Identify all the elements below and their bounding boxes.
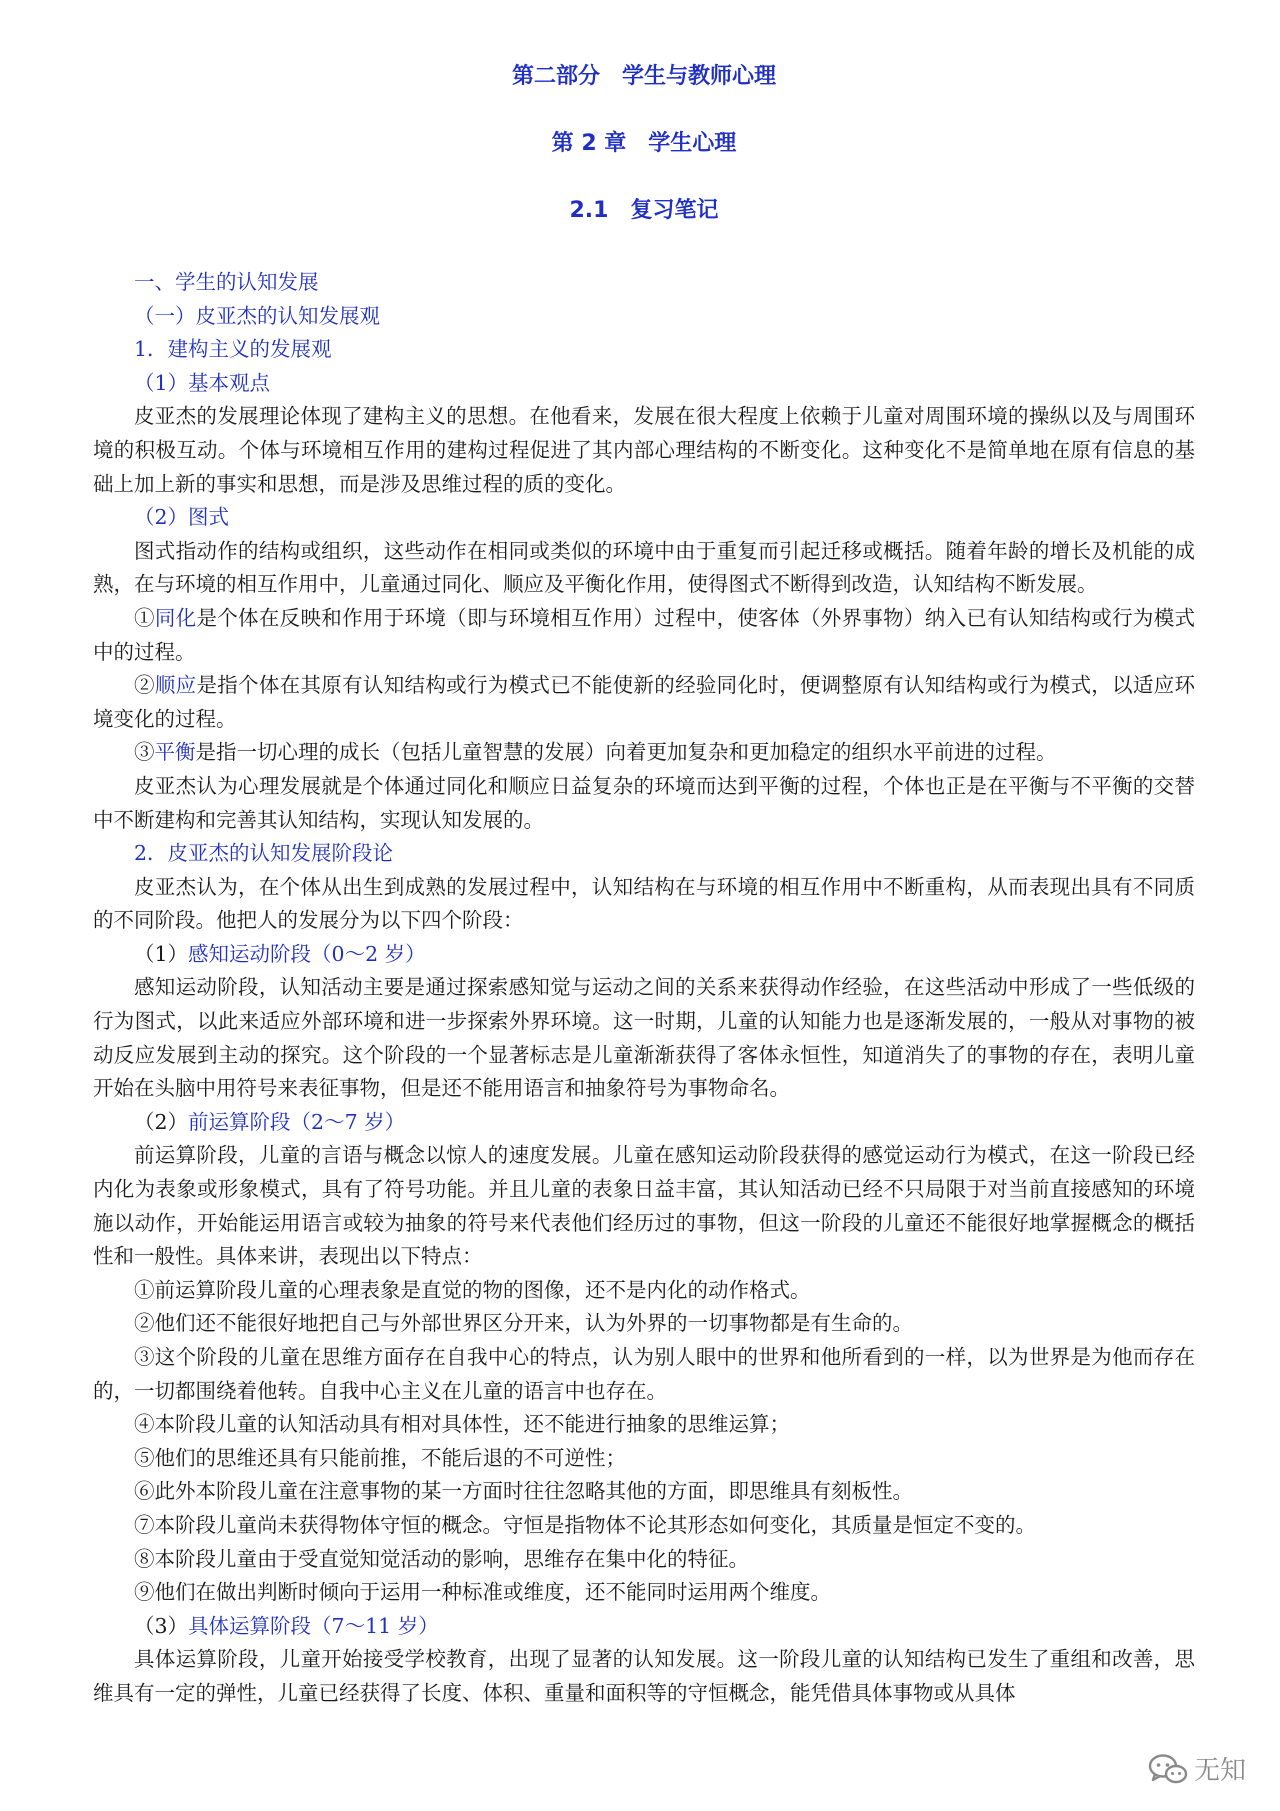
stage-title: 具体运算阶段（7～11 岁） — [188, 1613, 439, 1638]
heading-constructivism: 1．建构主义的发展观 — [134, 337, 332, 362]
paragraph-sensorimotor: 感知运动阶段，认知活动主要是通过探索感知觉与运动之间的关系来获得动作经验，在这些活动中形成了一些低级的行为图式，以此来适应外部环境和进一步探索外界环境。这一时期，儿童的认知能力也是逐渐发展的，一般从对事物的被动反应发展到主动的探究。这个阶段的一个显著标志是儿童渐渐获得了客体永恒性，知道消失了的事物的存在，表明儿童开始在头脑中用符号来表征事物，但是还不能用语言和抽象符号为事物命名。 — [93, 975, 1195, 1101]
list-item: ⑧本阶段儿童由于受直觉知觉活动的影响，思维存在集中化的特征。 — [134, 1546, 749, 1571]
paragraph-preoperational: 前运算阶段，儿童的言语与概念以惊人的速度发展。儿童在感知运动阶段获得的感觉运动行为模式，在这一阶段已经内化为表象或形象模式，具有了符号功能。并且儿童的表象日益丰富，其认知活动已经不只局限于对当前直接感知的环境施以动作，开始能运用语言或较为抽象的符号来代表他们经历过的事物，但这一阶段的儿童还不能很好地掌握概念的概括性和一般性。具体来讲，表现出以下特点： — [93, 1143, 1195, 1269]
list-item: ②他们还不能很好地把自己与外部世界区分开来，认为外界的一切事物都是有生命的。 — [134, 1311, 913, 1336]
marker: ③ — [134, 740, 155, 765]
definition: 是指一切心理的成长（包括儿童智慧的发展）向着更加复杂和更加稳定的组织水平前进的过程。 — [195, 740, 1057, 765]
chapter-title: 第 2 章 学生心理 — [551, 131, 737, 156]
term-equilibrium: 平衡 — [154, 740, 196, 765]
heading-sensorimotor — [93, 938, 1195, 972]
heading-preoperational — [93, 1106, 1195, 1140]
definition: 是指个体在其原有认知结构或行为模式已不能使新的经验同化时，便调整原有认知结构或行为模式，以适应环境变化的过程。 — [93, 673, 1196, 731]
part-title: 第二部分 学生与教师心理 — [511, 64, 776, 89]
paragraph-equilibrium — [93, 736, 1195, 770]
document-body — [93, 266, 1195, 1711]
paragraph-assimilation — [93, 602, 1195, 669]
heading-schema: （2）图式 — [134, 505, 230, 530]
list-item: ⑨他们在做出判断时倾向于运用一种标准或维度，还不能同时运用两个维度。 — [134, 1580, 831, 1605]
item-prefix: （1） — [134, 941, 189, 966]
stage-title: 前运算阶段（2～7 岁） — [188, 1109, 406, 1134]
item-prefix: （2） — [134, 1109, 189, 1134]
list-item: ①前运算阶段儿童的心理表象是直觉的物的图像，还不是内化的动作格式。 — [134, 1277, 811, 1302]
definition: 是个体在反映和作用于环境（即与环境相互作用）过程中，使客体（外界事物）纳入已有认知结构或行为模式中的过程。 — [93, 605, 1196, 664]
document-page — [93, 62, 1195, 1711]
marker: ① — [134, 605, 155, 630]
list-item: ⑤他们的思维还具有只能前推，不能后退的不可逆性； — [134, 1445, 626, 1470]
paragraph-concrete-operational: 具体运算阶段，儿童开始接受学校教育，出现了显著的认知发展。这一阶段儿童的认知结构已发生了重组和改善，思维具有一定的弹性，儿童已经获得了长度、体积、重量和面积等的守恒概念，能凭借具体事物或从具体 — [93, 1647, 1195, 1705]
paragraph-basic-view: 皮亚杰的发展理论体现了建构主义的思想。在他看来，发展在很大程度上依赖于儿童对周围环境的操纵以及与周围环境的积极互动。个体与环境相互作用的建构过程促进了其内部心理结构的不断变化。这种变化不是简单地在原有信息的基础上加上新的事实和思想，而是涉及思维过程的质的变化。 — [93, 404, 1195, 496]
paragraph-stages-intro: 皮亚杰认为，在个体从出生到成熟的发展过程中，认知结构在与环境的相互作用中不断重构，从而表现出具有不同质的不同阶段。他把人的发展分为以下四个阶段： — [93, 874, 1195, 933]
heading-level1: 一、学生的认知发展 — [134, 270, 319, 294]
heading-basic-view: （1）基本观点 — [134, 370, 271, 395]
paragraph-schema: 图式指动作的结构或组织，这些动作在相同或类似的环境中由于重复而引起迁移或概括。随着年龄的增长及机能的成熟，在与环境的相互作用中，儿童通过同化、顺应及平衡化作用，使得图式不断得到改造，认知结构不断发展。 — [93, 538, 1195, 597]
term-assimilation: 同化 — [154, 605, 197, 630]
item-prefix: （3） — [134, 1613, 189, 1638]
watermark — [1148, 1750, 1246, 1787]
marker: ② — [134, 673, 155, 698]
heading-level2: （一）皮亚杰的认知发展观 — [134, 303, 380, 328]
list-item: ③这个阶段的儿童在思维方面存在自我中心的特点，认为别人眼中的世界和他所看到的一样，以为世界是为他而存在的，一切都围绕着他转。自我中心主义在儿童的语言中也存在。 — [93, 1345, 1195, 1403]
heading-stage-theory: 2．皮亚杰的认知发展阶段论 — [134, 841, 394, 866]
watermark-text: 无知 — [1193, 1756, 1246, 1786]
wechat-icon — [1148, 1753, 1188, 1785]
paragraph-accommodation — [93, 669, 1195, 736]
list-item: ⑥此外本阶段儿童在注意事物的某一方面时往往忽略其他的方面，即思维具有刻板性。 — [134, 1479, 913, 1504]
term-accommodation: 顺应 — [154, 673, 197, 698]
list-item: ⑦本阶段儿童尚未获得物体守恒的概念。守恒是指物体不论其形态如何变化，其质量是恒定不变的。 — [134, 1512, 1036, 1537]
stage-title: 感知运动阶段（0～2 岁） — [188, 941, 426, 966]
paragraph-development: 皮亚杰认为心理发展就是个体通过同化和顺应日益复杂的环境而达到平衡的过程，个体也正是在平衡与不平衡的交替中不断建构和完善其认知结构，实现认知发展的。 — [93, 773, 1195, 832]
heading-concrete-operational — [93, 1610, 1195, 1644]
list-item: ④本阶段儿童的认知活动具有相对具体性，还不能进行抽象的思维运算； — [134, 1412, 790, 1437]
section-title: 2.1 复习笔记 — [569, 198, 719, 223]
